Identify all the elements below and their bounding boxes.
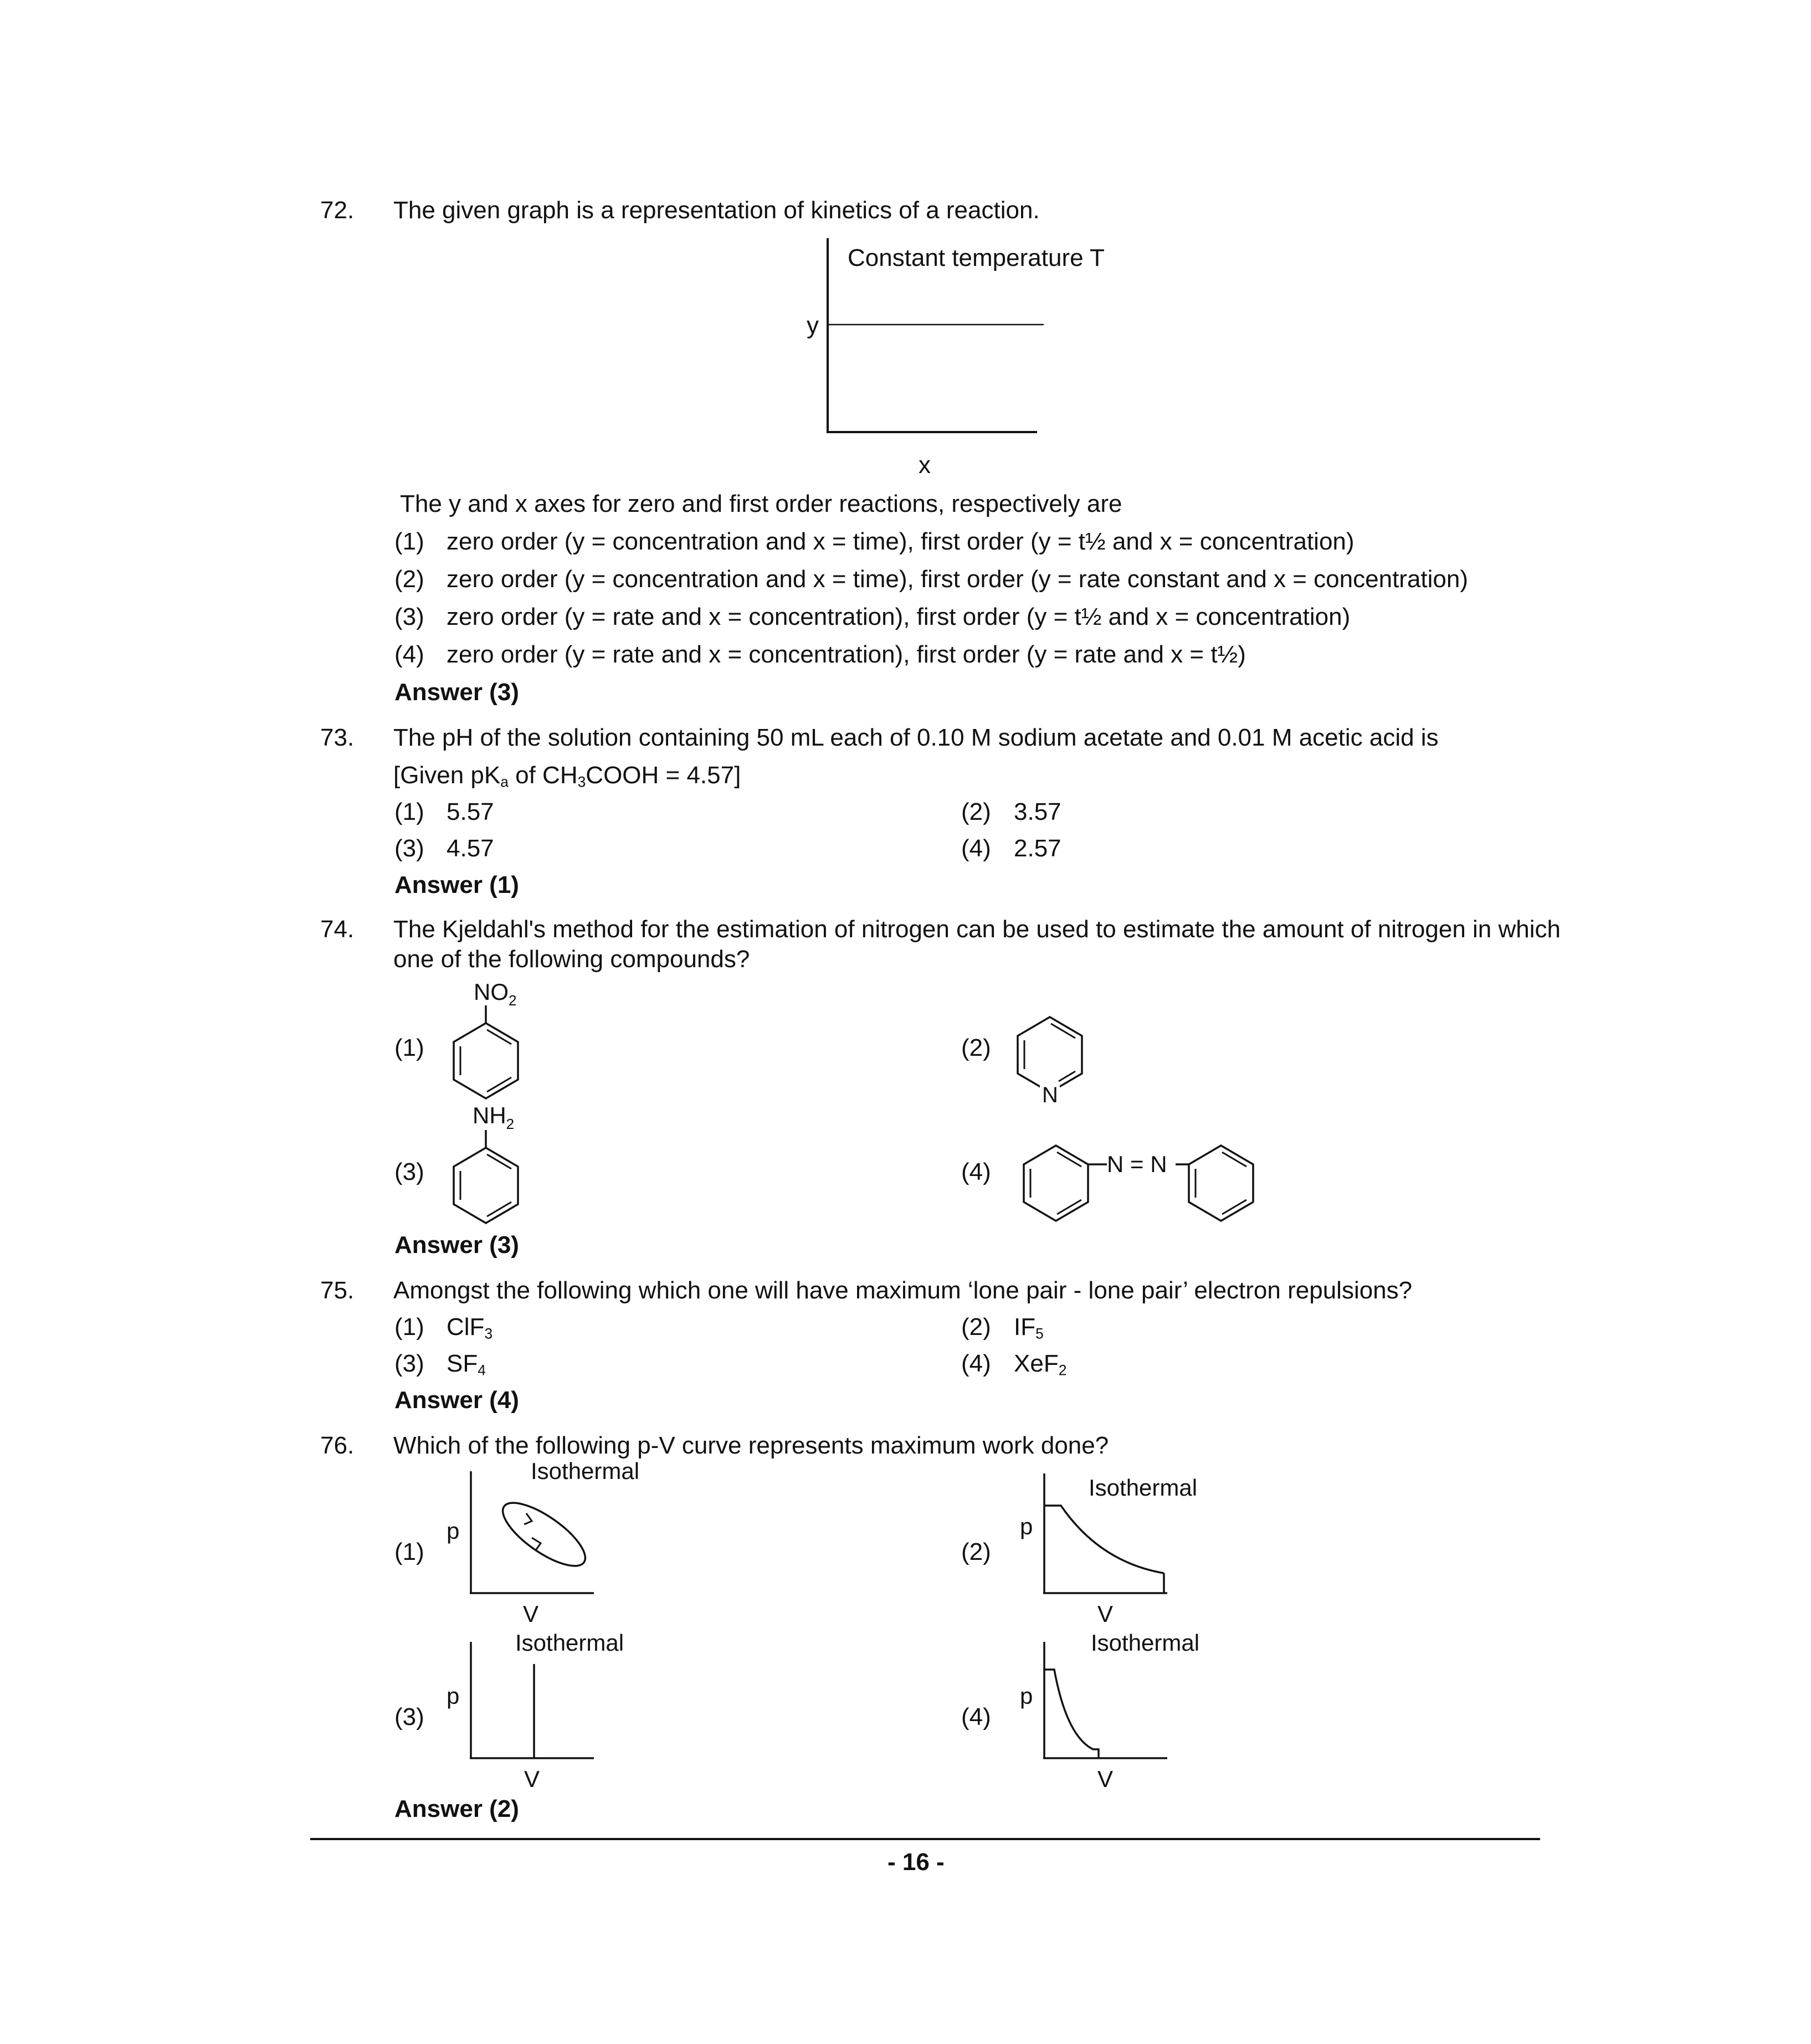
- q73-option-1-text: 5.57: [447, 798, 494, 825]
- q76-graph-3: [443, 1625, 665, 1791]
- q72-answer: Answer (3): [394, 679, 519, 706]
- q74-nitrobenzene-structure: [440, 972, 529, 1100]
- q76-graph-3-v: V: [524, 1766, 540, 1792]
- q72-y-label: y: [807, 312, 819, 339]
- q72-option-3-text: zero order (y = rate and x = concentration), first order (y = t½ and x = concentration): [447, 603, 1351, 630]
- q76-graph-4: [1017, 1625, 1238, 1791]
- q74-answer: Answer (3): [394, 1231, 519, 1259]
- q74-pyridine-structure: [1005, 1014, 1100, 1108]
- q76-option-2-number: (2): [961, 1538, 991, 1565]
- q76-graph-4-v: V: [1097, 1766, 1114, 1792]
- q74-option-1-number: (1): [394, 1034, 424, 1061]
- q74-number: 74.: [320, 916, 355, 943]
- q72-option-4-text: zero order (y = rate and x = concentration), first order (y = rate and x = t½): [447, 641, 1246, 668]
- q75-option-2-text: $IF_5$: [1014, 1313, 1044, 1342]
- q76-stem: Which of the following p-V curve represents maximum work done?: [393, 1432, 1109, 1459]
- q74-stem-line-2: one of the following compounds?: [393, 946, 750, 973]
- q74-stem-line-1: The Kjeldahl's method for the estimation of nitrogen can be used to estimate the amount of nitrogen in which: [393, 916, 1561, 943]
- q74-azobenzene-structure: [1018, 1133, 1262, 1228]
- q74-no2-label: $NO_2$: [474, 979, 517, 1009]
- q75-option-4-text: XeF$_2$: [1014, 1350, 1067, 1379]
- q75-option-4-number: (4): [961, 1350, 991, 1377]
- q73-option-4-number: (4): [961, 835, 991, 862]
- q72-kinetics-graph: [798, 238, 1105, 482]
- q73-stem: The pH of the solution containing 50 mL each of 0.10 M sodium acetate and 0.01 M acetic acid is: [393, 724, 1439, 751]
- q73-option-2-text: 3.57: [1014, 798, 1061, 825]
- q75-option-1-number: (1): [394, 1313, 424, 1341]
- q72-option-1-number: (1): [394, 528, 424, 555]
- q76-option-1-number: (1): [394, 1538, 424, 1565]
- q76-graph-4-p: p: [1020, 1683, 1033, 1709]
- q73-number: 73.: [320, 724, 355, 751]
- q72-graph-label: Constant temperature T: [848, 244, 1105, 271]
- q72-x-label: x: [919, 451, 931, 479]
- q72-option-3-number: (3): [394, 603, 424, 630]
- q76-graph-1-p: p: [447, 1518, 460, 1544]
- q76-answer: Answer (2): [394, 1795, 519, 1822]
- q76-graph-1-title: Isothermal: [531, 1458, 640, 1484]
- q72-option-2-text: zero order (y = concentration and x = time), first order (y = rate constant and x = concentration): [447, 566, 1469, 593]
- q74-option-2-number: (2): [961, 1034, 991, 1061]
- q72-number: 72.: [320, 197, 355, 224]
- q76-graph-2: [1017, 1468, 1238, 1629]
- q75-number: 75.: [320, 1277, 355, 1304]
- q72-option-2-number: (2): [394, 566, 424, 593]
- q73-option-3-number: (3): [394, 835, 424, 862]
- q76-graph-2-title: Isothermal: [1089, 1475, 1198, 1501]
- q72-option-1-text: zero order (y = concentration and x = time), first order (y = t½ and x = concentration): [447, 528, 1355, 555]
- q74-nh2-label: $NH_2$: [473, 1102, 515, 1132]
- q74-pyridine-n-label: N: [1042, 1083, 1058, 1107]
- q72-option-4-number: (4): [394, 641, 424, 668]
- q73-option-2-number: (2): [961, 798, 991, 825]
- q76-graph-4-title: Isothermal: [1091, 1630, 1200, 1656]
- q76-graph-2-v: V: [1097, 1601, 1114, 1627]
- q75-option-3-number: (3): [394, 1350, 424, 1377]
- q74-azo-label: N = N: [1107, 1151, 1167, 1177]
- q76-option-4-number: (4): [961, 1703, 991, 1730]
- q73-option-3-text: 4.57: [447, 835, 494, 862]
- q76-graph-3-title: Isothermal: [515, 1630, 624, 1656]
- q75-answer: Answer (4): [394, 1386, 519, 1414]
- q76-graph-1-v: V: [523, 1601, 539, 1627]
- q76-graph-3-p: p: [447, 1683, 460, 1709]
- q74-option-4-number: (4): [961, 1158, 991, 1185]
- q72-stem: The given graph is a representation of kinetics of a reaction.: [393, 197, 1040, 224]
- q73-option-4-text: 2.57: [1014, 835, 1061, 862]
- q74-option-3-number: (3): [394, 1158, 424, 1185]
- q72-prompt: The y and x axes for zero and first order reactions, respectively are: [400, 490, 1122, 517]
- q73-given: [Given $pK_a$ of $CH_3COOH = 4.57$]: [393, 762, 741, 790]
- q75-option-2-number: (2): [961, 1313, 991, 1341]
- q75-option-3-text: $SF_4$: [447, 1350, 486, 1379]
- q73-answer: Answer (1): [394, 871, 519, 898]
- page-number: - 16 -: [887, 1848, 945, 1876]
- q76-option-3-number: (3): [394, 1703, 424, 1730]
- q76-number: 76.: [320, 1432, 355, 1459]
- q76-graph-1: [443, 1460, 665, 1626]
- q73-option-1-number: (1): [394, 798, 424, 825]
- q76-graph-2-p: p: [1020, 1513, 1033, 1539]
- q75-stem: Amongst the following which one will have maximum ‘lone pair - lone pair’ electron repulsions?: [393, 1277, 1413, 1304]
- footer-divider: [310, 1838, 1540, 1840]
- q74-aniline-structure: [440, 1097, 535, 1224]
- q75-option-1-text: ClF$_3$: [447, 1313, 493, 1342]
